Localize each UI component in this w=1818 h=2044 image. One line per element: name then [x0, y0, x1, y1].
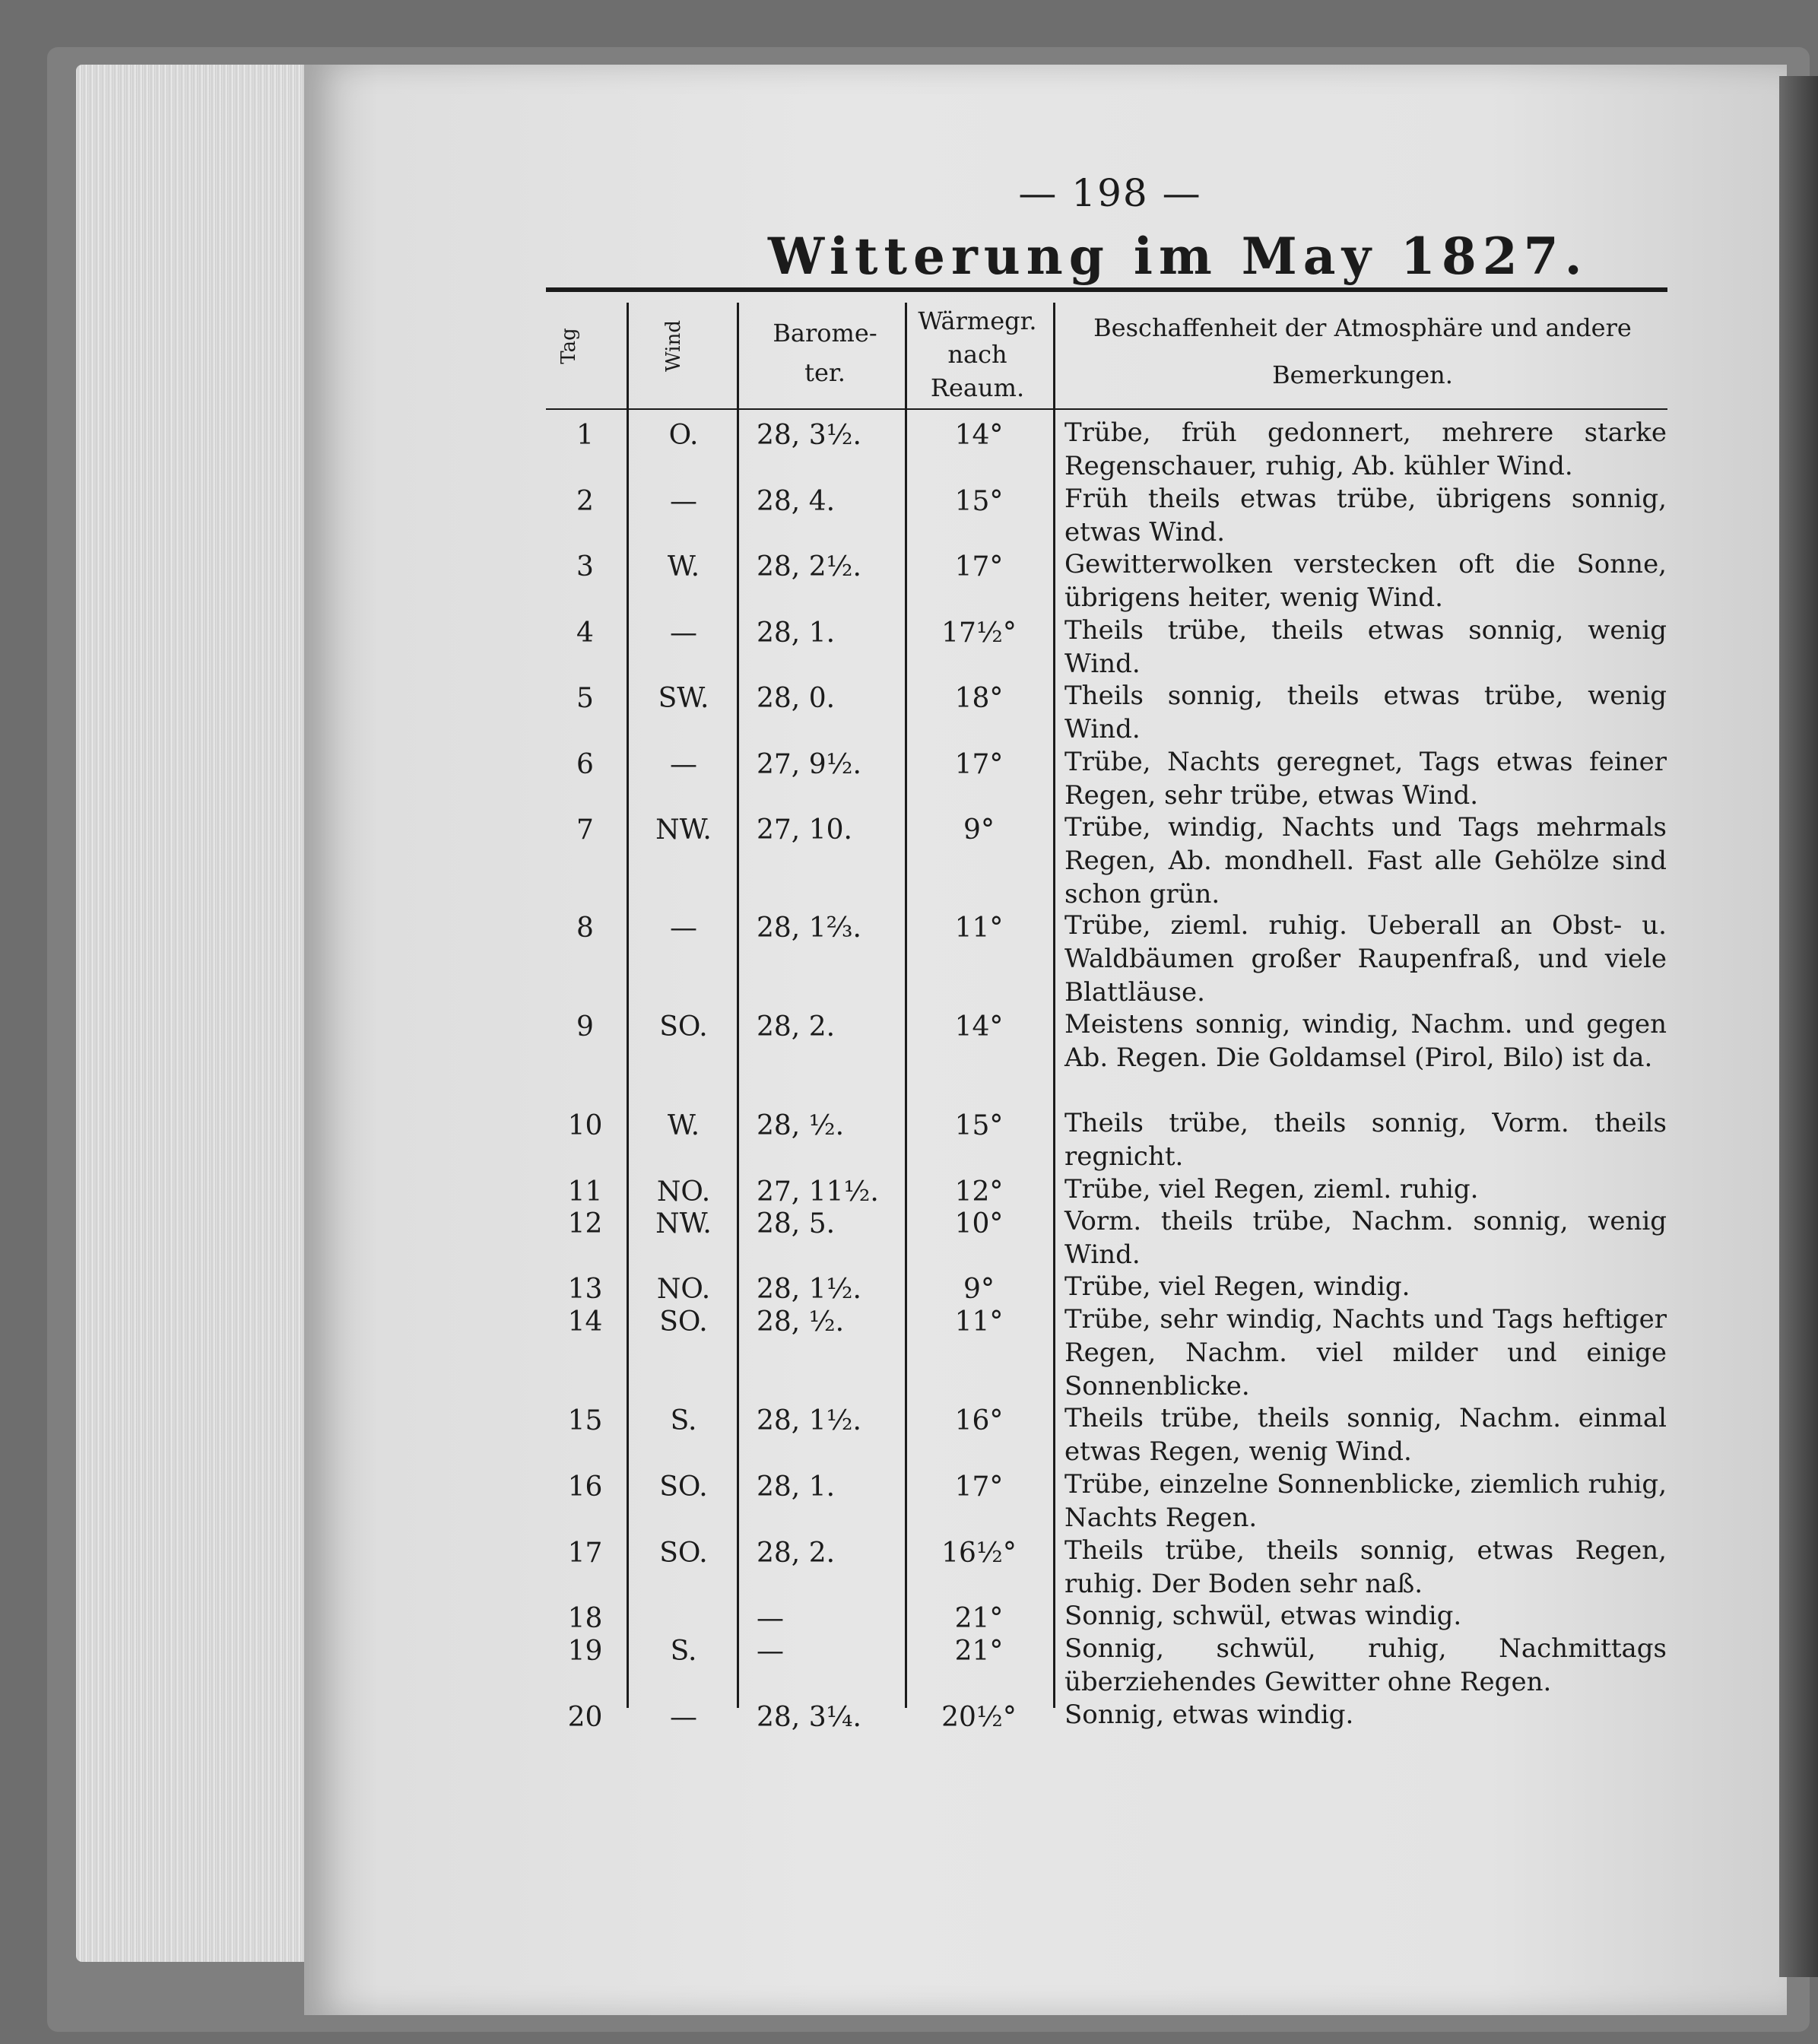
cell-barometer: 28, 3½. — [757, 420, 861, 451]
cell-day: 14 — [567, 1306, 603, 1338]
cell-day: 11 — [567, 1176, 603, 1208]
cell-temperature: 16° — [954, 1405, 1004, 1436]
cell-wind: SO. — [659, 1471, 708, 1503]
cell-day: 18 — [567, 1603, 603, 1634]
cell-temperature: 21° — [954, 1603, 1004, 1634]
cell-wind: NO. — [656, 1176, 711, 1208]
cell-barometer: 28, 2½. — [757, 551, 861, 582]
cell-wind: SO. — [659, 1538, 708, 1569]
cell-remarks: Vorm. theils trübe, Nachm. sonnig, wenig Wind. — [1064, 1206, 1667, 1270]
cell-temperature: 9° — [963, 1274, 995, 1305]
cell-wind: NW. — [655, 814, 712, 846]
book-edge-right — [1779, 76, 1818, 1977]
cell-day: 4 — [576, 617, 594, 649]
cell-day: 6 — [576, 749, 594, 780]
cell-wind: SW. — [658, 683, 709, 714]
cell-remarks: Gewitterwolken verstecken oft die Sonne, übrigens heiter, wenig Wind. — [1064, 549, 1667, 613]
cell-remarks: Trübe, viel Regen, zieml. ruhig. — [1064, 1174, 1479, 1204]
cell-remarks: Früh theils etwas trübe, übrigens sonnig, etwas Wind. — [1064, 484, 1667, 548]
cell-day: 13 — [567, 1274, 603, 1305]
cell-barometer: — — [757, 1636, 784, 1667]
header-rule — [546, 408, 1667, 410]
page-edges — [76, 65, 304, 1962]
cell-barometer: 27, 10. — [757, 814, 852, 846]
cell-temperature: 10° — [954, 1208, 1004, 1239]
cell-temperature: 18° — [954, 683, 1004, 714]
cell-temperature: 9° — [963, 814, 995, 846]
cell-day: 10 — [567, 1110, 603, 1141]
header-day: Tag — [557, 328, 580, 364]
cell-barometer: — — [757, 1603, 784, 1634]
cell-temperature: 17½° — [941, 617, 1017, 649]
cell-barometer: 27, 9½. — [757, 749, 861, 780]
cell-wind: W. — [667, 1110, 700, 1141]
cell-temperature: 14° — [954, 1011, 1004, 1043]
column-divider — [905, 303, 907, 1708]
cell-barometer: 28, 1½. — [757, 1274, 861, 1305]
cell-barometer: 28, ½. — [757, 1306, 845, 1338]
column-divider — [1053, 303, 1055, 1708]
cell-temperature: 12° — [954, 1176, 1004, 1208]
cell-barometer: 28, 2. — [757, 1011, 836, 1043]
cell-barometer: 28, 0. — [757, 683, 836, 714]
cell-barometer: 28, 1⅔. — [757, 912, 861, 944]
cell-remarks: Theils sonnig, theils etwas trübe, wenig Wind. — [1064, 681, 1667, 744]
cell-temperature: 14° — [954, 420, 1004, 451]
cell-remarks: Trübe, früh gedonnert, mehrere starke Regenschauer, ruhig, Ab. kühler Wind. — [1064, 417, 1667, 481]
cell-barometer: 28, ½. — [757, 1110, 845, 1141]
cell-temperature: 11° — [954, 912, 1004, 944]
cell-temperature: 16½° — [941, 1538, 1017, 1569]
cell-day: 12 — [567, 1208, 603, 1239]
page-number: — 198 — — [1018, 171, 1202, 215]
cell-barometer: 27, 11½. — [757, 1176, 879, 1208]
cell-day: 9 — [576, 1011, 594, 1043]
cell-barometer: 28, 3¼. — [757, 1702, 861, 1733]
header-remarks: Beschaffenheit der Atmosphäre und andere Bemerkungen. — [1093, 313, 1632, 389]
cell-remarks: Trübe, Nachts geregnet, Tags etwas feiner Regen, sehr trübe, etwas Wind. — [1064, 747, 1667, 811]
header-temperature: Wärmegr. nach Reaum. — [918, 306, 1037, 402]
cell-barometer: 28, 1. — [757, 1471, 836, 1503]
cell-remarks: Theils trübe, theils sonnig, etwas Regen, ruhig. Der Boden sehr naß. — [1064, 1535, 1667, 1599]
cell-temperature: 17° — [954, 551, 1004, 582]
cell-temperature: 21° — [954, 1636, 1004, 1667]
header-barometer: Barome- ter. — [773, 319, 877, 387]
cell-remarks: Theils trübe, theils sonnig, Vorm. theils regnicht. — [1064, 1108, 1667, 1172]
cell-remarks: Trübe, windig, Nachts und Tags mehrmals Regen, Ab. mondhell. Fast alle Gehölze sind schon grün. — [1064, 812, 1667, 909]
cell-wind: NW. — [655, 1208, 712, 1239]
cell-barometer: 28, 2. — [757, 1538, 836, 1569]
cell-temperature: 15° — [954, 486, 1004, 517]
cell-day: 20 — [567, 1702, 603, 1733]
cell-wind: SO. — [659, 1011, 708, 1043]
cell-remarks: Meistens sonnig, windig, Nachm. und gegen Ab. Regen. Die Goldamsel (Pirol, Bilo) ist da. — [1064, 1009, 1667, 1073]
column-divider — [737, 303, 739, 1708]
cell-temperature: 17° — [954, 749, 1004, 780]
cell-wind: — — [670, 486, 697, 517]
cell-day: 16 — [567, 1471, 603, 1503]
cell-remarks: Theils trübe, theils etwas sonnig, wenig Wind. — [1064, 615, 1667, 679]
column-divider — [627, 303, 629, 1708]
cell-barometer: 28, 1½. — [757, 1405, 861, 1436]
cell-wind: S. — [670, 1405, 697, 1436]
cell-temperature: 11° — [954, 1306, 1004, 1338]
cell-day: 17 — [567, 1538, 603, 1569]
cell-barometer: 28, 5. — [757, 1208, 836, 1239]
cell-temperature: 17° — [954, 1471, 1004, 1503]
cell-wind: S. — [670, 1636, 697, 1667]
cell-wind: — — [670, 1702, 697, 1733]
cell-wind: SO. — [659, 1306, 708, 1338]
cell-remarks: Sonnig, etwas windig. — [1064, 1700, 1354, 1730]
cell-day: 1 — [576, 420, 594, 451]
cell-barometer: 28, 1. — [757, 617, 836, 649]
cell-day: 19 — [567, 1636, 603, 1667]
cell-day: 15 — [567, 1405, 603, 1436]
cell-temperature: 15° — [954, 1110, 1004, 1141]
cell-wind: — — [670, 749, 697, 780]
cell-wind: NO. — [656, 1274, 711, 1305]
cell-remarks: Sonnig, schwül, etwas windig. — [1064, 1601, 1462, 1631]
cell-day: 8 — [576, 912, 594, 944]
cell-remarks: Trübe, einzelne Sonnenblicke, ziemlich ruhig, Nachts Regen. — [1064, 1469, 1667, 1533]
cell-day: 3 — [576, 551, 594, 582]
cell-wind: O. — [668, 420, 699, 451]
cell-wind: W. — [667, 551, 700, 582]
cell-remarks: Theils trübe, theils sonnig, Nachm. einmal etwas Regen, wenig Wind. — [1064, 1403, 1667, 1467]
cell-day: 5 — [576, 683, 594, 714]
cell-remarks: Trübe, sehr windig, Nachts und Tags heftiger Regen, Nachm. viel milder und einige Sonnenblicke. — [1064, 1304, 1667, 1401]
title-rule — [546, 287, 1667, 292]
cell-wind: — — [670, 617, 697, 649]
cell-day: 2 — [576, 486, 594, 517]
cell-barometer: 28, 4. — [757, 486, 836, 517]
page-title: Witterung im May 1827. — [768, 227, 1588, 286]
cell-day: 7 — [576, 814, 594, 846]
cell-remarks: Trübe, zieml. ruhig. Ueberall an Obst- u. Waldbäumen großer Raupenfraß, und viele Blattläuse. — [1064, 910, 1667, 1008]
header-wind: Wind — [662, 320, 685, 372]
cell-remarks: Trübe, viel Regen, windig. — [1064, 1271, 1410, 1302]
cell-wind: — — [670, 912, 697, 944]
cell-remarks: Sonnig, schwül, ruhig, Nachmittags überziehendes Gewitter ohne Regen. — [1064, 1633, 1667, 1697]
cell-temperature: 20½° — [941, 1702, 1017, 1733]
